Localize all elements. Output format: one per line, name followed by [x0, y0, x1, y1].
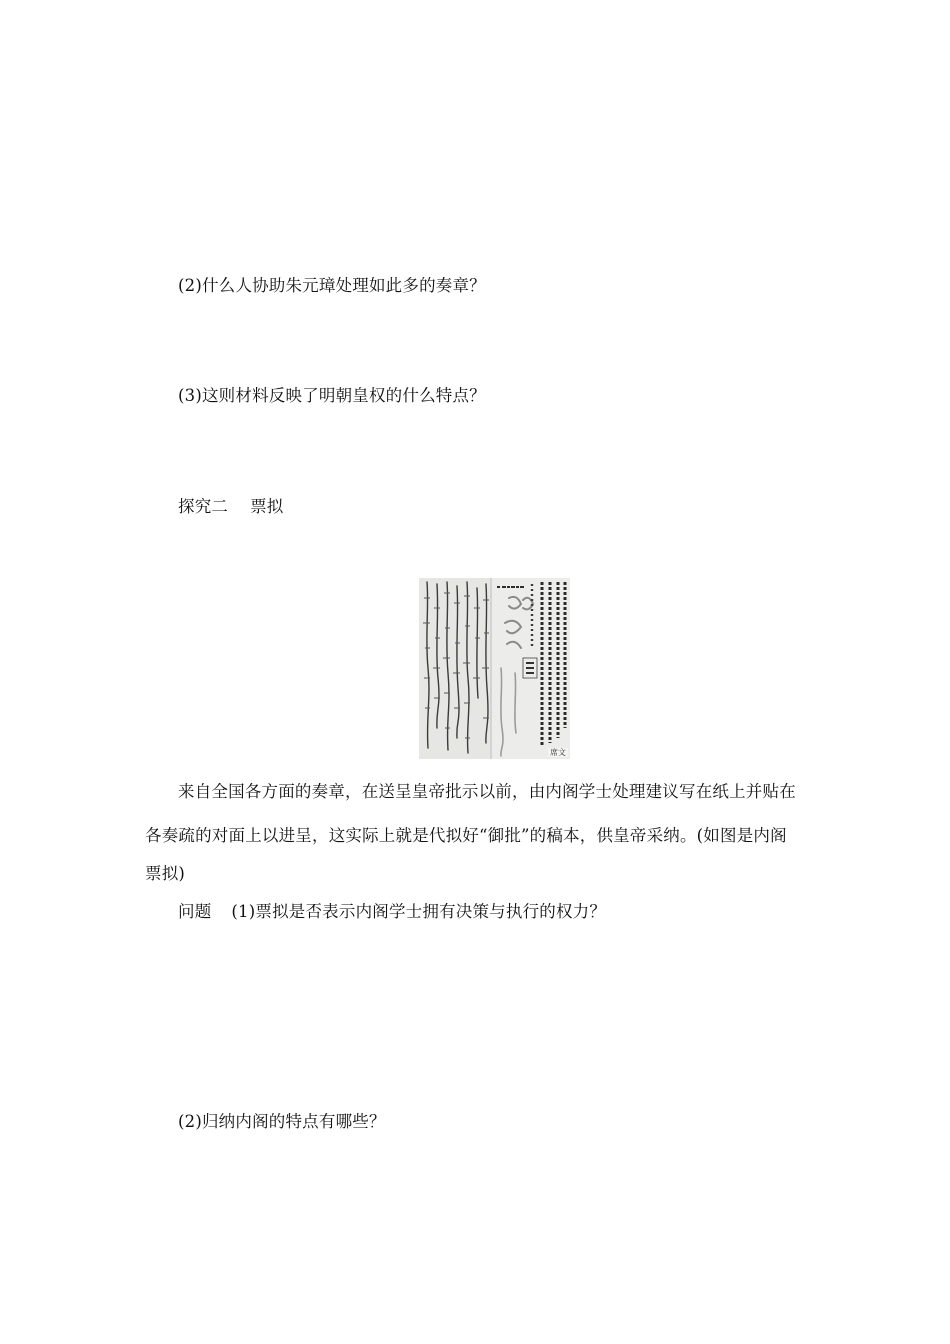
question-3: (3)这则材料反映了明朝皇权的什么特点？	[178, 386, 486, 405]
section-number: 探究二	[178, 497, 229, 516]
passage-line-2: 各奏疏的对面上以进呈，这实际上就是代拟好“御批”的稿本，供皇帝采纳。(如图是内阁	[145, 826, 787, 845]
question-1: (1)票拟是否表示内阁学士拥有决策与执行的权力？	[231, 902, 607, 921]
question-2-bottom: (2)归纳内阁的特点有哪些？	[178, 1112, 386, 1131]
section-title: 票拟	[250, 497, 284, 516]
passage-line-1: 来自全国各方面的奏章，在送呈皇帝批示以前，由内阁学士处理建议写在纸上并贴在	[178, 782, 796, 801]
question-2: (2)什么人协助朱元璋处理如此多的奏章？	[178, 276, 486, 295]
passage-line-3: 票拟)	[145, 864, 186, 883]
manuscript-illustration	[419, 578, 570, 759]
question-block	[178, 902, 606, 922]
piaoni-document-image	[419, 578, 570, 759]
question-label: 问题	[178, 902, 212, 921]
section-heading	[178, 497, 284, 517]
figure-stamp: 席文	[550, 748, 566, 757]
